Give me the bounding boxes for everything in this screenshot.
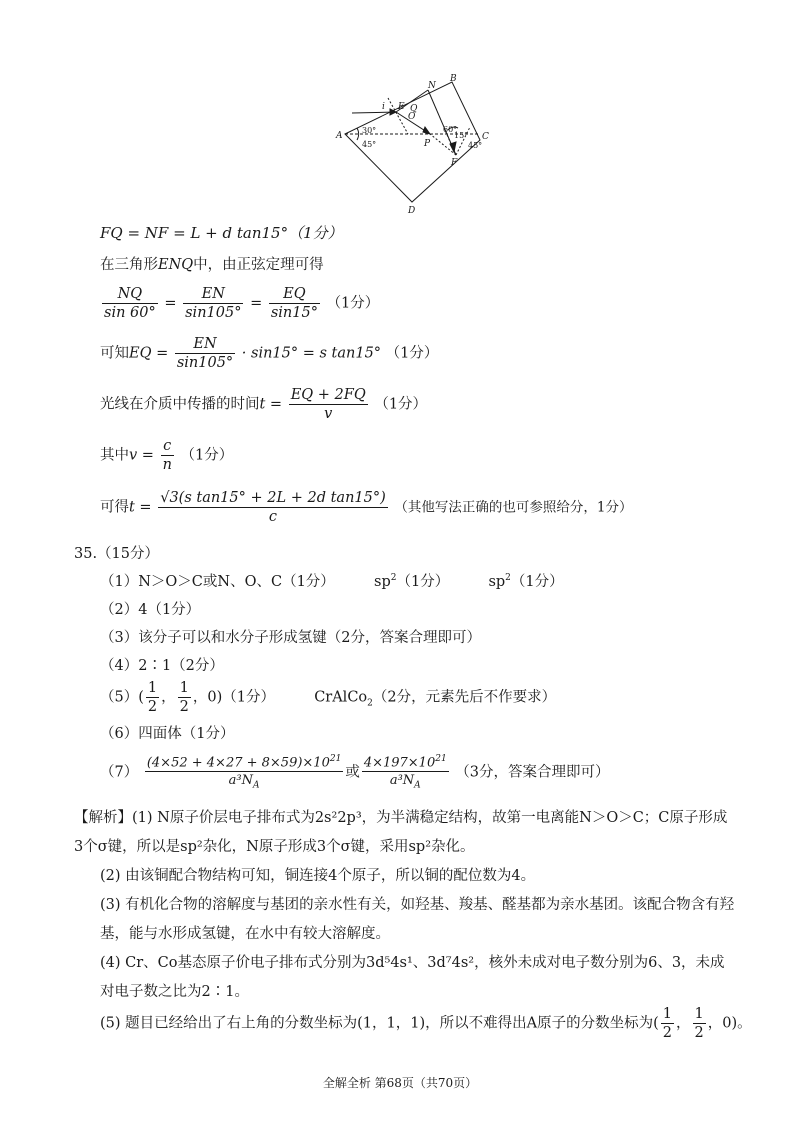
line-v-prefix: 其中: [100, 447, 129, 464]
fraction: [161, 438, 174, 473]
sp-hybrid: sp: [488, 574, 506, 590]
fraction: [145, 754, 343, 791]
fraction-numerator: NQ: [102, 286, 158, 304]
fraction: [289, 387, 368, 422]
fraction-numerator: 1: [662, 1006, 672, 1022]
answer-text: （1）N＞O＞C或N、O、C（1分）: [100, 574, 335, 590]
analysis-p3: (3) 有机化合物的溶解度与基团的亲水性有关，如羟基、羧基、醛基都为亲水基团。该配合物含有羟基，能与水形成氢键，在水中有较大溶解度。: [100, 897, 735, 942]
fraction-denominator: sin105°: [176, 355, 234, 371]
arrow-head: [423, 127, 430, 134]
label-b: B: [450, 74, 457, 84]
line-time-prefix: 光线在介质中传播的时间: [100, 396, 260, 413]
line-fq-text: FQ = NF = L + d tan15°（1分）: [100, 224, 343, 242]
fraction: [661, 1006, 674, 1041]
score: （1分）: [180, 447, 234, 464]
separator: ，: [676, 1015, 691, 1032]
denominator-text: a³N: [228, 773, 253, 789]
fraction: [178, 680, 191, 715]
fraction: [183, 286, 243, 321]
q35-answer-7: [100, 754, 610, 791]
line-v: [100, 438, 233, 473]
page-footer: 全解全析 第68页（共70页）: [322, 1076, 478, 1090]
fraction-denominator: 2: [147, 699, 158, 715]
sup: 2: [390, 573, 397, 584]
sub: A: [414, 780, 421, 791]
angle-45-right: 45°: [468, 141, 483, 150]
sub: A: [253, 780, 260, 791]
fraction: [175, 336, 235, 371]
line-sine-law: [100, 286, 379, 321]
line-triangle: [100, 253, 324, 274]
p5-prefix: (5) 题目已经给出了右上角的分数坐标为(1，1，1)，所以不难得出A原子的分数坐标为(: [100, 1015, 659, 1032]
q35-answer-5: [100, 680, 556, 715]
fraction: [146, 680, 159, 715]
line-eq-rhs: · sin15° = s tan15°: [241, 345, 382, 362]
line-eq: [100, 336, 438, 371]
fraction-numerator: [362, 754, 449, 772]
line-time-lhs: t =: [259, 396, 283, 413]
q35-answer-1: [100, 570, 564, 591]
fraction-numerator: c: [161, 438, 174, 456]
note: （其他写法正确的也可参照给分，1分）: [394, 499, 633, 516]
sup: 21: [435, 754, 447, 764]
fraction: [693, 1006, 706, 1041]
label-f: F: [451, 158, 458, 168]
label-q: Q: [410, 104, 418, 114]
numerator-text: (4×52 + 4×27 + 8×59)×10: [146, 755, 330, 771]
fraction-denominator: n: [162, 457, 172, 473]
fraction-numerator: EQ + 2FQ: [290, 387, 366, 403]
fraction-numerator: 1: [694, 1006, 704, 1022]
q35-title: 35.（15分）: [74, 546, 160, 562]
line-triangle-prefix: 在三角形: [100, 257, 158, 273]
equals: =: [250, 295, 263, 312]
q35-answer-6: （6）四面体（1分）: [100, 726, 235, 742]
angle-45-left: 45°: [362, 140, 377, 149]
label-a: A: [336, 131, 343, 141]
label-c: C: [482, 132, 489, 142]
angle-60: 60°: [443, 125, 458, 134]
line-triangle-suffix: 中，由正弦定理可得: [193, 257, 324, 273]
line-result: [100, 490, 632, 525]
fraction-denominator: [145, 772, 343, 791]
fraction-numerator: 1: [147, 680, 158, 696]
q35-answer-3: （3）该分子可以和水分子形成氢键（2分，答案合理即可）: [100, 630, 481, 646]
separator: ，: [161, 689, 176, 706]
sup: 2: [505, 573, 511, 584]
fraction-denominator: [362, 772, 449, 791]
fraction-denominator: sin15°: [270, 305, 318, 321]
angle-30: 30°: [362, 126, 377, 135]
fraction-denominator: sin105°: [185, 305, 242, 321]
line-v-lhs: v =: [129, 447, 154, 464]
score: （1分）: [326, 295, 380, 312]
p5-suffix: ，0)。: [707, 1015, 752, 1032]
fraction-denominator: sin 60°: [104, 305, 156, 321]
sub: 2: [367, 698, 373, 709]
analysis-p1: 【解析】(1) N原子价层电子排布式为2s²2p³，为半满稳定结构，故第一电离能N＞O＞C；C原子形成3个σ键，所以是sp²杂化，N原子形成3个σ键，采用sp²杂化。: [74, 810, 728, 855]
fraction: [269, 286, 320, 321]
line-triangle-var: ENQ: [158, 257, 194, 273]
fraction-numerator: √3(s tan15° + 2L + 2d tan15°): [160, 490, 386, 506]
label-p: P: [424, 139, 431, 149]
analysis-p5: [100, 1006, 752, 1041]
fraction-numerator: EN: [175, 336, 235, 354]
answer-prefix: （5）(: [100, 689, 144, 706]
fraction: [362, 754, 449, 791]
formula-note: （2分，元素先后不作要求）: [372, 689, 557, 706]
numerator-text: 4×197×10: [363, 755, 436, 771]
label-n: N: [428, 81, 436, 91]
analysis-p2: (2) 由该铜配合物结构可知，铜连接4个原子，所以铜的配位数为4。: [100, 868, 536, 884]
fraction: [102, 286, 158, 321]
score: （1分）: [510, 574, 564, 590]
score: （3分，答案合理即可）: [455, 764, 610, 781]
q35-answer-4: （4）2∶1（2分）: [100, 658, 224, 674]
equals: =: [164, 295, 177, 312]
angle-15: 15°: [454, 131, 469, 140]
answer-prefix: （7）: [100, 764, 139, 781]
q35-answer-2: （2）4（1分）: [100, 602, 201, 618]
label-d: D: [408, 206, 416, 216]
fraction-numerator: 1: [179, 680, 189, 696]
line-eq-prefix: 可知: [100, 345, 129, 362]
line-fq: [100, 222, 343, 243]
optics-diagram: [330, 72, 500, 217]
or-word: 或: [345, 764, 360, 781]
label-e: E: [398, 102, 405, 112]
line-time: [100, 387, 427, 422]
sp-hybrid: sp: [374, 574, 391, 590]
score: （1分）: [374, 396, 428, 413]
score: （1分）: [396, 574, 450, 590]
fraction-numerator: EN: [183, 286, 243, 304]
fraction-numerator: [145, 754, 343, 772]
fraction-denominator: 2: [694, 1025, 704, 1041]
label-o: O: [408, 112, 416, 122]
denominator-text: a³N: [389, 773, 415, 789]
score: （1分）: [385, 345, 439, 362]
fraction-denominator: 2: [662, 1025, 672, 1041]
label-i: i: [382, 102, 385, 112]
fraction: [158, 490, 388, 525]
answer-suffix: ，0)（1分）: [192, 689, 275, 706]
line-result-lhs: t =: [129, 499, 152, 516]
fraction-numerator: EQ: [269, 286, 320, 304]
line-result-prefix: 可得: [100, 499, 129, 516]
analysis-p4: (4) Cr、Co基态原子价电子排布式分别为3d⁵4s¹、3d⁷4s²，核外未成对电子数分别为6、3，未成对电子数之比为2∶1。: [100, 955, 725, 1000]
fraction-denominator: 2: [179, 699, 189, 715]
sup: 21: [329, 754, 342, 764]
line-eq-lhs: EQ =: [129, 345, 169, 362]
fraction-denominator: v: [324, 406, 333, 422]
formula: CrAlCo: [314, 689, 368, 706]
fraction-denominator: c: [268, 509, 278, 525]
